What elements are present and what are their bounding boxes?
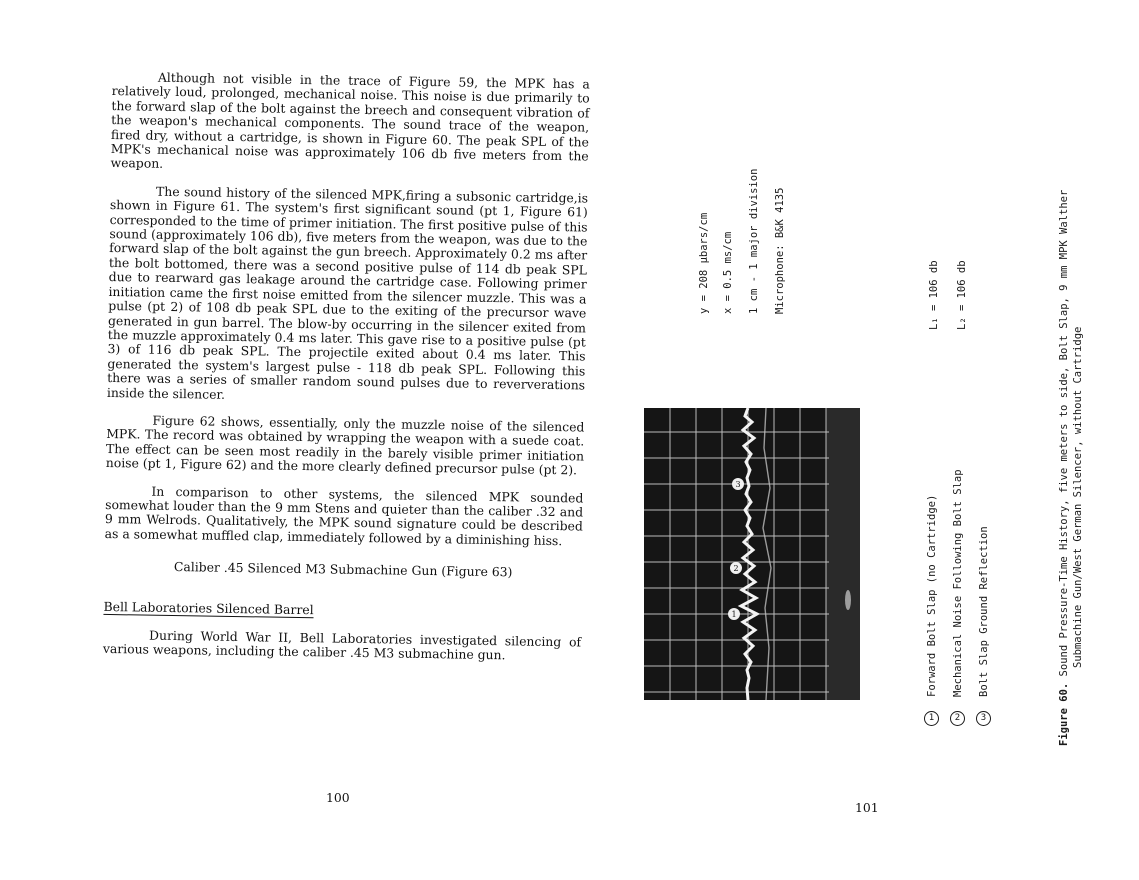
- figure-caption-line2: Submachine Gun/West German Silencer, without Cartridge: [1072, 326, 1084, 668]
- trace-marker-1: [728, 608, 740, 620]
- legend-label-1: Forward Bolt Slap (no Cartridge): [925, 494, 938, 697]
- paragraph-bell-labs: During World War II, Bell Laboratories investigated silencing of various weapons, including the caliber .45 M3 submachine gun.: [102, 627, 582, 663]
- left-page: [103, 70, 590, 677]
- legend-item-2: [950, 469, 965, 726]
- svg-text:2: 2: [733, 564, 739, 573]
- paragraph-mechanical-noise: Although not visible in the trace of Figure 59, the MPK has a relatively loud, prolonged, mechanical noise. This noise is due primarily to the forward slap of the bolt against the breech and consequent vibration of the weapon's mechanical components. The sound trace of the weapon, fired dry, without a cartridge, is shown in Figure 60. The peak SPL of the MPK's mechanical noise was approximately 106 db five meters from the weapon.: [110, 69, 590, 172]
- oscilloscope-trace: [644, 408, 860, 700]
- legend-label-3: Bolt Slap Ground Reflection: [977, 526, 990, 697]
- scale-y-label: y = 208 µbars/cm: [698, 212, 710, 314]
- legend-label-2: Mechanical Noise Following Bolt Slap: [951, 469, 964, 697]
- oscilloscope-photo: [644, 408, 860, 700]
- figure-label: Figure 60.: [1058, 682, 1070, 746]
- paragraph-sound-history: The sound history of the silenced MPK,firing a subsonic cartridge,is shown in Figure 61. The system's first significant sound (pt 1, Figure 61) corresponded to the time of primer initiation. The first positive pulse of this sound (approximately 106 db), five meters from the weapon, was due to the forward slap of the bolt against the gun breech. Approximately 0.2 ms after the bolt bottomed, there was a second positive pulse of 114 db peak SPL due to rearward gas leakage around the cartridge case. Following primer initiation came the first noise emitted from the silencer muzzle. This was a pulse (pt 2) of 108 db peak SPL due to the exiting of the precursor wave generated in gun barrel. The blow-by occurring in the silencer exited from the muzzle approximately 0.4 ms later. This gave rise to a positive pulse (pt 3) of 116 db peak SPL. The projectile exited about 0.4 ms later. This generated the system's largest pulse - 118 db peak SPL. Following this there was a series of smaller random sound pulses due to reververations inside the silencer.: [106, 183, 589, 402]
- scale-division-label: 1 cm - 1 major division: [748, 168, 760, 314]
- microphone-label: Microphone: B&K 4135: [774, 187, 786, 314]
- page-number-left: 100: [326, 790, 350, 805]
- svg-text:3: 3: [735, 480, 741, 489]
- caption-text-line1: Sound Pressure-Time History, five meters to side, Bolt Slap, 9 mm MPK Walther: [1058, 189, 1070, 677]
- legend-item-3: [976, 526, 991, 726]
- figure-caption-line1: [1058, 190, 1070, 746]
- level-l2: L₂ = 106 db: [956, 260, 968, 330]
- trace-marker-3: [732, 478, 744, 490]
- paragraph-figure-62: Figure 62 shows, essentially, only the muzzle noise of the silenced MPK. The record was obtained by wrapping the weapon with a suede coat. The effect can be seen most readily in the barely visible primer initiation noise (pt 1, Figure 62) and the more clearly defined precursor pulse (pt 2).: [105, 412, 585, 478]
- legend-item-1: [924, 495, 939, 726]
- level-l1: L₁ = 106 db: [928, 260, 940, 330]
- svg-text:1: 1: [731, 610, 737, 619]
- paragraph-comparison: In comparison to other systems, the silenced MPK sounded somewhat louder than the 9 mm Stens and quieter than the caliber .32 and 9 mm Welrods. Qualitatively, the MPK sound signature could be described as a somewhat muffled clap, immediately followed by a diminishing hiss.: [104, 483, 584, 548]
- section-heading-bell-labs: Bell Laboratories Silenced Barrel: [103, 598, 314, 617]
- legend-number-3: 3: [976, 711, 991, 726]
- trace-marker-2: [730, 562, 742, 574]
- page-number-right: 101: [855, 800, 879, 815]
- scale-x-label: x = 0.5 ms/cm: [722, 231, 734, 314]
- legend-number-2: 2: [950, 711, 965, 726]
- legend-number-1: 1: [924, 711, 939, 726]
- subheading-m3: Caliber .45 Silenced M3 Submachine Gun (Figure 63): [173, 559, 513, 580]
